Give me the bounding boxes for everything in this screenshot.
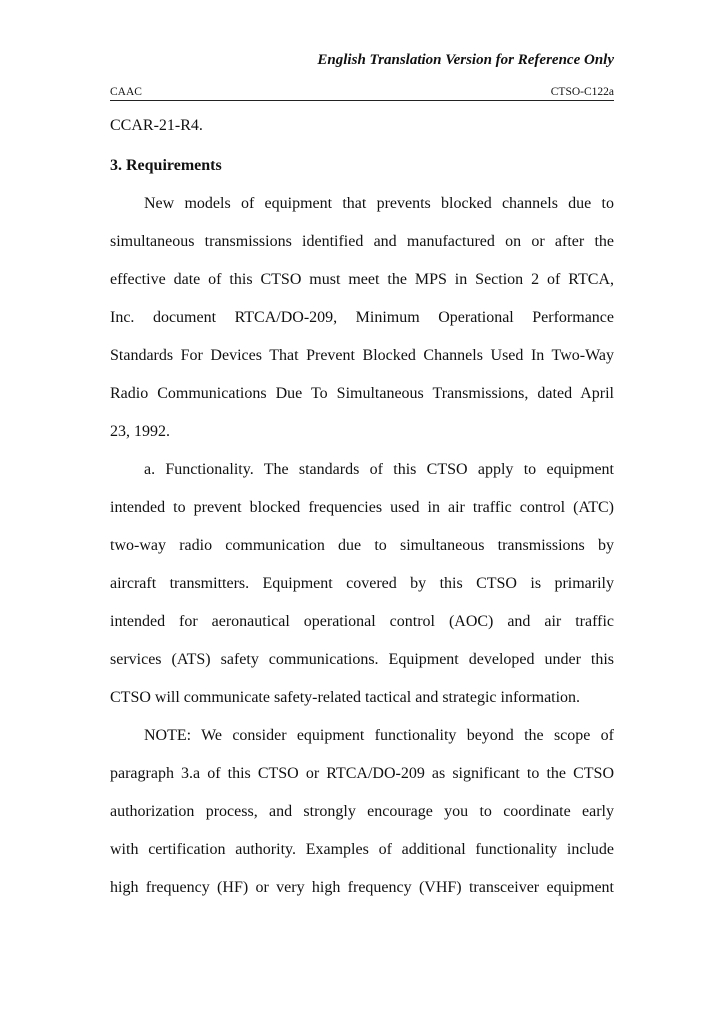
text-line: CCAR-21-R4. [110,117,203,134]
translation-banner: English Translation Version for Reference Only [317,52,614,68]
text-line: NOTE: We consider equipment functionality beyond the scope of [144,727,614,744]
text-line: Inc. document RTCA/DO-209, Minimum Operational Performance [110,309,614,326]
header-doc-id: CTSO-C122a [550,86,614,98]
header-org: CAAC [110,86,142,98]
text-line: aircraft transmitters. Equipment covered by this CTSO is primarily [110,575,614,592]
text-line: simultaneous transmissions identified and manufactured on or after the [110,233,614,250]
text-line: Radio Communications Due To Simultaneous Transmissions, dated April [110,385,614,402]
paragraph-note [110,724,614,914]
text-line: services (ATS) safety communications. Equipment developed under this [110,651,614,668]
text-line: authorization process, and strongly encourage you to coordinate early [110,803,614,820]
section-heading: 3. Requirements [110,157,222,174]
text-line: CTSO will communicate safety-related tactical and strategic information. [110,689,581,706]
paragraph-functionality [110,458,614,724]
page-header [110,86,614,101]
text-line: paragraph 3.a of this CTSO or RTCA/DO-209 as significant to the CTSO [110,765,614,782]
text-line: Standards For Devices That Prevent Blocked Channels Used In Two-Way [110,347,614,364]
text-line: New models of equipment that prevents blocked channels due to [144,195,614,212]
text-line: with certification authority. Examples of additional functionality include [110,841,614,858]
text-line: effective date of this CTSO must meet the MPS in Section 2 of RTCA, [110,271,614,288]
text-line: intended for aeronautical operational control (AOC) and air traffic [110,613,614,630]
text-line: high frequency (HF) or very high frequency (VHF) transceiver equipment [110,879,614,896]
paragraph-requirements [110,192,614,458]
text-line: intended to prevent blocked frequencies used in air traffic control (ATC) [110,499,614,516]
text-line: a. Functionality. The standards of this CTSO apply to equipment [144,461,614,478]
document-body [110,114,614,914]
text-line: 23, 1992. [110,423,170,440]
text-line: two-way radio communication due to simultaneous transmissions by [110,537,614,554]
